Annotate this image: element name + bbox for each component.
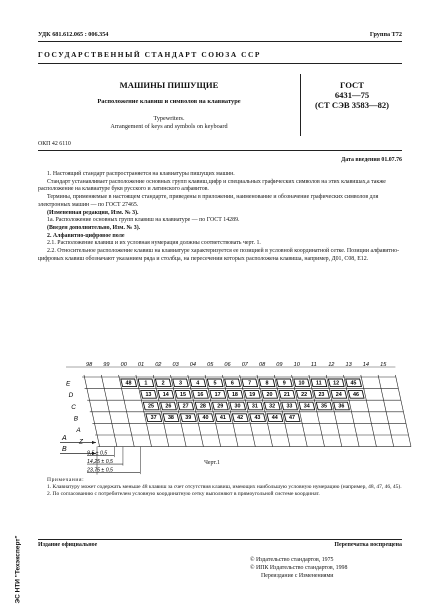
- column-label: 00: [120, 362, 127, 368]
- dimension-label: 9,5 ± 0,5: [87, 450, 108, 457]
- side-marker-a: A: [62, 435, 67, 442]
- key-number: 11: [315, 380, 322, 387]
- row-label: D: [68, 392, 74, 400]
- key-number: 32: [269, 403, 276, 410]
- column-label: 14: [362, 362, 370, 368]
- key-number: 40: [202, 415, 209, 422]
- key-number: 1: [144, 380, 148, 387]
- key-number: 5: [213, 380, 217, 387]
- key-number: 45: [350, 380, 357, 387]
- column-label: 09: [276, 362, 283, 368]
- row-label: B: [73, 415, 79, 423]
- side-stamp: ЭС НТИ "Техэксперт": [14, 535, 22, 604]
- paragraph-2-1: 2.1. Расположение клавиш и их условная нумерация должны соответствовать черт. 1.: [47, 240, 261, 247]
- reissue-note: Переиздание с Изменениями: [261, 573, 334, 579]
- key-number: 2: [161, 380, 165, 387]
- grid-column-line: [84, 375, 100, 447]
- key-number: 26: [165, 403, 172, 410]
- key-number: 31: [251, 403, 258, 410]
- dimension-label: 14,25 ± 0,5: [87, 458, 113, 465]
- key-number: 8: [265, 380, 269, 387]
- doc-subtitle: Расположение клавиш и символов на клавиатуре: [97, 98, 241, 105]
- gost-number: 6431—75: [334, 90, 370, 100]
- column-label: 10: [293, 362, 300, 368]
- key-number: 29: [217, 403, 224, 410]
- grid-column-line: [395, 375, 411, 447]
- copyright-1975: © Издательство стандартов, 1975: [250, 557, 334, 563]
- column-label: 98: [86, 362, 93, 368]
- key-number: 33: [286, 403, 293, 410]
- column-label: 15: [380, 362, 387, 368]
- paragraph-1: 1. Настоящий стандарт распространяется на клавиатуры пишущих машин.: [47, 171, 235, 177]
- grid-column-line: [378, 375, 394, 447]
- key-number: 6: [230, 380, 234, 387]
- key-number: 12: [333, 380, 340, 387]
- key-number: 9: [282, 380, 286, 387]
- notes-block: [38, 477, 402, 499]
- column-label: 11: [310, 362, 317, 368]
- effective-date: Дата введения 01.07.76: [341, 157, 402, 163]
- column-label: 05: [207, 362, 214, 368]
- paragraph-1a: 1а. Расположение основных групп клавиш на клавиатуре — по ГОСТ 14289.: [47, 217, 240, 224]
- key-number: 21: [283, 392, 290, 398]
- key-number: 35: [321, 403, 328, 410]
- side-marker-b: B: [62, 446, 67, 453]
- side-arrow-a-head: [92, 441, 96, 444]
- group-code: Группа Т72: [369, 31, 402, 38]
- key-number: 42: [237, 415, 244, 422]
- drawing-caption: Черт.1: [204, 460, 220, 466]
- key-number: 4: [196, 380, 200, 387]
- key-number: 16: [197, 392, 204, 398]
- key-number: 15: [180, 392, 187, 398]
- key-number: 39: [185, 415, 192, 422]
- key-number: 18: [231, 392, 238, 398]
- grid-column-line: [101, 375, 117, 447]
- key-number: 22: [301, 392, 308, 398]
- key-number: 7: [248, 380, 252, 387]
- key-number: 24: [335, 392, 342, 398]
- row-label: Z: [79, 438, 83, 446]
- sev-number: (СТ СЭВ 3583—82): [314, 100, 390, 110]
- key-number: 43: [254, 415, 261, 422]
- key-number: 36: [338, 403, 345, 410]
- column-label: 04: [189, 362, 197, 368]
- column-label: 06: [224, 362, 231, 368]
- standard-banner: ГОСУДАРСТВЕННЫЙ СТАНДАРТ СОЮЗА ССР: [38, 50, 261, 59]
- key-number: 28: [199, 403, 206, 410]
- key-number: 38: [167, 415, 174, 422]
- key-number: 23: [318, 392, 325, 398]
- paragraph-2: Стандарт устанавливает расположение основных групп клавиш,цифр и специальных графических символов на этих клавишах,а также расположение на клавиатуре букв русского и латинского алфавитов.: [38, 178, 386, 193]
- footer-rule: [38, 539, 402, 540]
- column-label: 08: [259, 362, 266, 368]
- column-label: 03: [172, 362, 179, 368]
- section-2-heading: 2. Алфавитно-цифровое поле: [47, 232, 125, 239]
- column-label: 01: [137, 362, 145, 368]
- key-number: 30: [234, 403, 241, 410]
- dimension-label: 23,75 ± 0,5: [87, 467, 113, 474]
- udk-code: УДК 681.612.065 : 006.354: [38, 31, 109, 38]
- okp-code: ОКП 42 6110: [38, 141, 71, 147]
- key-number: 19: [249, 392, 256, 398]
- key-number: 10: [298, 380, 305, 387]
- row-label: A: [76, 427, 81, 434]
- edit-note-1a: (Введен дополнительно, Изм. № 3).: [47, 224, 141, 231]
- key-number: 25: [148, 403, 155, 410]
- key-number: 37: [150, 415, 157, 422]
- paragraph-2-2: 2.2. Относительное расположение клавиш на клавиатуре характеризуется ее позицией в условной координатной сетке. Позиции алфавитно-цифровых клавиш обозначают указанием ряда и столбца, на пересечении которых расположена клавиша, например, Д01, С08, Е12.: [38, 248, 400, 262]
- key-number: 20: [266, 392, 273, 398]
- reprint-notice: Перепечатка воспрещена: [334, 542, 402, 548]
- key-number: 27: [182, 403, 189, 410]
- key-number: 41: [219, 415, 226, 422]
- gost-label: ГОСТ: [340, 80, 364, 90]
- key-number: 13: [145, 392, 152, 398]
- note-2: 2. По согласованию с потребителем условную координатную сетку выполняют в прямоугольной системе координат.: [47, 491, 320, 498]
- notes-heading: Примечания:: [47, 477, 85, 483]
- row-labels: [66, 381, 84, 446]
- key-number: 47: [289, 415, 296, 422]
- column-label: 07: [241, 362, 248, 368]
- key-number: 17: [214, 392, 221, 398]
- row-label: C: [71, 403, 76, 411]
- copyright-1998: © ИПК Издательство стандартов, 1998: [250, 565, 348, 571]
- key-number: 48: [125, 380, 132, 387]
- grid-column-line: [361, 375, 377, 447]
- column-label: 13: [345, 362, 352, 368]
- edit-note-3: (Измененная редакция, Изм. № 3).: [47, 209, 139, 216]
- doc-title: МАШИНЫ ПИШУЩИЕ: [119, 80, 219, 90]
- key-number: 46: [353, 392, 360, 398]
- paragraph-3: Термины, применяемые в настоящем стандарте, приведены в приложении, наименование и обозначение графических символов для электронных машин — по ГОСТ 27465.: [38, 194, 379, 208]
- note-1: 1. Клавиатуру может содержать меньше 48 клавиш за счет отсутствия клавиш, имеющих наибольшую условную нумерацию (например, 48, 47, 46, 45).: [47, 484, 402, 491]
- key-number: 44: [271, 415, 278, 422]
- key-number: 14: [162, 392, 169, 398]
- key-number: 3: [178, 380, 182, 387]
- row-label: E: [66, 380, 71, 388]
- doc-title-en-2: Arrangement of keys and symbols on keyboard: [110, 123, 228, 130]
- column-label: 12: [328, 362, 335, 368]
- key-number: 34: [303, 403, 310, 410]
- official-edition: Издание официальное: [38, 542, 98, 548]
- doc-title-en-1: Typewriters.: [153, 115, 185, 122]
- column-label: 99: [103, 362, 110, 368]
- column-label: 02: [155, 362, 162, 368]
